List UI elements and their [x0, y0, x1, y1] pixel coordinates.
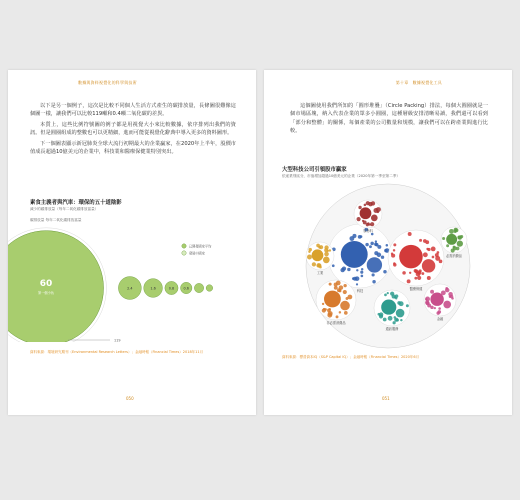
company-circle: [375, 240, 377, 242]
company-circle: [365, 243, 368, 246]
company-circle: [456, 247, 460, 251]
company-circle: [356, 269, 358, 271]
book-spread: [8, 70, 512, 415]
company-circle: [408, 232, 412, 236]
company-circle: [379, 312, 383, 316]
company-circle: [332, 264, 335, 267]
company-circle: [316, 263, 320, 267]
company-circle: [431, 246, 436, 251]
legend-swatch: [182, 251, 186, 255]
paragraph: 以下是另一個例子，這次是比較不同個人生活方式產生的碳排放量，長條圖很難像這個圖一樣，讓我們可以比較119噸和0.4噸二氧化碳的差異。: [30, 103, 236, 118]
company-circle: [371, 215, 378, 222]
company-circle: [449, 229, 454, 234]
company-circle: [417, 276, 421, 280]
company-circle: [336, 315, 339, 318]
body-text: [30, 102, 236, 158]
company-circle: [432, 256, 435, 259]
company-circle: [352, 277, 355, 280]
company-circle: [381, 255, 384, 258]
legend-swatch: [182, 244, 186, 248]
company-circle: [356, 283, 358, 285]
company-circle: [343, 290, 347, 294]
company-circle: [393, 321, 396, 324]
company-circle: [312, 249, 324, 261]
company-circle: [377, 211, 379, 213]
company-circle: [425, 240, 429, 244]
company-circle: [339, 311, 341, 313]
company-circle: [445, 288, 449, 292]
legend-label: 發展中國家: [189, 251, 205, 256]
company-circle: [340, 301, 350, 311]
company-circle: [442, 237, 445, 240]
company-circle: [434, 307, 436, 309]
company-circle: [308, 251, 310, 253]
company-circle: [355, 276, 360, 281]
company-circle: [374, 251, 378, 255]
company-circle: [453, 246, 456, 249]
company-circle: [367, 222, 370, 225]
sector-label: 非必需消費品: [326, 321, 346, 325]
sector-label: 原物料: [363, 229, 373, 233]
company-circle: [427, 276, 431, 280]
company-circle: [361, 275, 364, 278]
paragraph: 下一個圖表顯示新冠肺炎全球大流行初期最大的企業贏家，在2020年上半年，股價市值成長超過10億美元的企業中，科技業和醫療保健業特別突出。: [30, 140, 236, 156]
source-notes: 資料來源：環境研究期刊（Environmental Research Letters）；金融時報（Financial Times）2018年11月: [30, 350, 204, 354]
company-circle: [384, 293, 387, 296]
company-circle: [312, 262, 316, 266]
company-circle: [402, 271, 406, 275]
company-circle: [446, 244, 449, 247]
company-circle: [419, 239, 422, 242]
company-circle: [399, 301, 404, 306]
company-circle: [443, 301, 451, 309]
scale-note: 碳排放量 每年二氧化碳排放當量: [30, 218, 82, 222]
figure-subtitle: 減少的碳排放量（每年二氧化碳排放當量）: [30, 207, 99, 211]
company-circle: [346, 297, 349, 300]
company-circle: [343, 284, 346, 287]
company-circle: [339, 285, 344, 290]
page-number: 050: [126, 396, 134, 401]
company-circle: [393, 262, 395, 264]
sector-label: 必需消費品: [446, 254, 462, 258]
company-circle: [409, 272, 411, 274]
legend-label: 已開發國家平均: [189, 244, 212, 249]
company-circle: [386, 244, 389, 247]
company-circle: [364, 204, 367, 207]
company-circle: [357, 217, 361, 221]
figure-title: 素食主義者與汽車：環保的五十道陰影: [30, 200, 122, 206]
company-circle: [454, 229, 456, 231]
company-circle: [421, 272, 424, 275]
sector-label: 科技: [356, 289, 364, 293]
sector-label: 通訊服務: [385, 327, 399, 331]
company-circle: [414, 269, 418, 273]
left-page: [8, 70, 256, 415]
bubble-value-label: 2.4: [127, 286, 133, 291]
company-circle: [324, 291, 341, 308]
company-circle: [334, 286, 338, 290]
body-text: [290, 102, 488, 138]
bubble-mark: [8, 231, 104, 342]
company-circle: [362, 220, 364, 222]
company-circle: [406, 304, 409, 307]
company-circle: [324, 248, 328, 252]
company-circle: [344, 311, 348, 315]
page-number: 051: [382, 396, 390, 401]
company-circle: [457, 235, 461, 239]
company-circle: [441, 290, 446, 295]
company-circle: [400, 319, 402, 321]
company-circle: [370, 242, 374, 246]
company-circle: [370, 222, 374, 226]
company-circle: [394, 316, 397, 319]
company-circle: [417, 271, 421, 275]
company-circle: [451, 249, 455, 253]
company-circle: [361, 268, 363, 270]
sector-label: 金融: [436, 317, 444, 321]
company-circle: [457, 241, 463, 247]
company-circle: [426, 248, 428, 250]
company-circle: [318, 246, 321, 249]
company-circle: [347, 268, 350, 271]
bubble-mark: [194, 283, 203, 292]
company-circle: [324, 252, 329, 257]
annotation-label: 119: [114, 338, 121, 342]
company-circle: [341, 241, 368, 268]
company-circle: [358, 206, 361, 209]
company-circle: [340, 268, 344, 272]
paragraph: 這個圖使用我們所知的「圓形堆疊」（Circle Packing）排法，每個大圓圈就是一個市場區塊，納入代表企業的眾多小圓圈，這種層級安排清晰易讀，我們還可以看到「部分和整體」的關係，每個產業的公司數量和規模，讓我們可以在跨產業間進行比較。: [290, 103, 488, 135]
company-circle: [438, 307, 441, 310]
company-circle: [437, 251, 440, 254]
company-circle: [336, 281, 341, 286]
source-notes: 資料來源：標普資本IQ（S&P Capital IQ）；金融時報（Financial Times）2020年6月: [282, 355, 420, 359]
company-circle: [387, 292, 389, 294]
bubble-mark: [206, 285, 213, 292]
company-circle: [375, 243, 378, 246]
company-circle: [425, 298, 427, 300]
company-circle: [372, 280, 375, 283]
sector-label: 醫療保健: [409, 287, 423, 291]
company-circle: [423, 252, 428, 257]
company-circle: [448, 292, 453, 297]
company-circle: [383, 270, 386, 273]
company-circle: [414, 277, 417, 280]
company-circle: [367, 257, 382, 272]
bubble-chart: [8, 220, 256, 342]
bubble-value-label: 0.8: [168, 286, 175, 291]
company-circle: [371, 233, 374, 236]
packed-circle-chart: [264, 182, 512, 352]
company-circle: [393, 243, 396, 246]
company-circle: [383, 318, 387, 322]
company-circle: [407, 279, 411, 283]
company-circle: [381, 300, 396, 315]
sector-label: 工業: [316, 271, 324, 275]
company-circle: [372, 273, 375, 276]
company-circle: [393, 249, 395, 251]
company-circle: [329, 283, 332, 286]
paragraph: 本質上，這些比例符號圖的例子都是用視覺大小來比較數據，依序排列出我們的資訊。但是圓圈組成的整數也可以更精細，進而可能從視覺化辭典中導入更多的資料圖形。: [30, 121, 236, 137]
company-circle: [388, 316, 393, 321]
company-circle: [438, 310, 442, 314]
figure-subtitle: 依產業別區分，市值增加超過10億美元的企業（2020年第一季至第二季）: [282, 174, 400, 178]
company-circle: [391, 254, 395, 258]
company-circle: [352, 234, 356, 238]
company-circle: [422, 259, 435, 272]
figure-title: 大型科技公司引領股市贏家: [282, 167, 347, 173]
company-circle: [307, 255, 312, 260]
bubble-category-label: 第一個小孩: [38, 291, 54, 295]
company-circle: [396, 309, 405, 318]
company-circle: [384, 249, 387, 252]
right-page: [264, 70, 512, 415]
company-circle: [323, 257, 330, 264]
company-circle: [430, 290, 434, 294]
bubble-value-label: 60: [39, 279, 53, 289]
company-circle: [358, 235, 362, 239]
company-circle: [392, 294, 396, 298]
bubble-value-label: 0.6: [183, 286, 189, 291]
company-circle: [369, 245, 372, 248]
company-circle: [399, 245, 423, 269]
company-circle: [360, 207, 372, 219]
company-circle: [322, 303, 324, 305]
company-circle: [396, 319, 399, 322]
company-circle: [371, 201, 375, 205]
company-circle: [360, 271, 363, 274]
company-circle: [323, 308, 325, 310]
bubble-value-label: 1.6: [150, 286, 156, 291]
running-head: 第十章 數據視覺化工具: [395, 80, 442, 85]
running-head: 數據與資料視覺化的科學與技術: [78, 80, 137, 85]
company-circle: [435, 256, 440, 261]
company-circle: [446, 234, 457, 245]
company-circle: [327, 308, 331, 312]
company-circle: [426, 301, 430, 305]
